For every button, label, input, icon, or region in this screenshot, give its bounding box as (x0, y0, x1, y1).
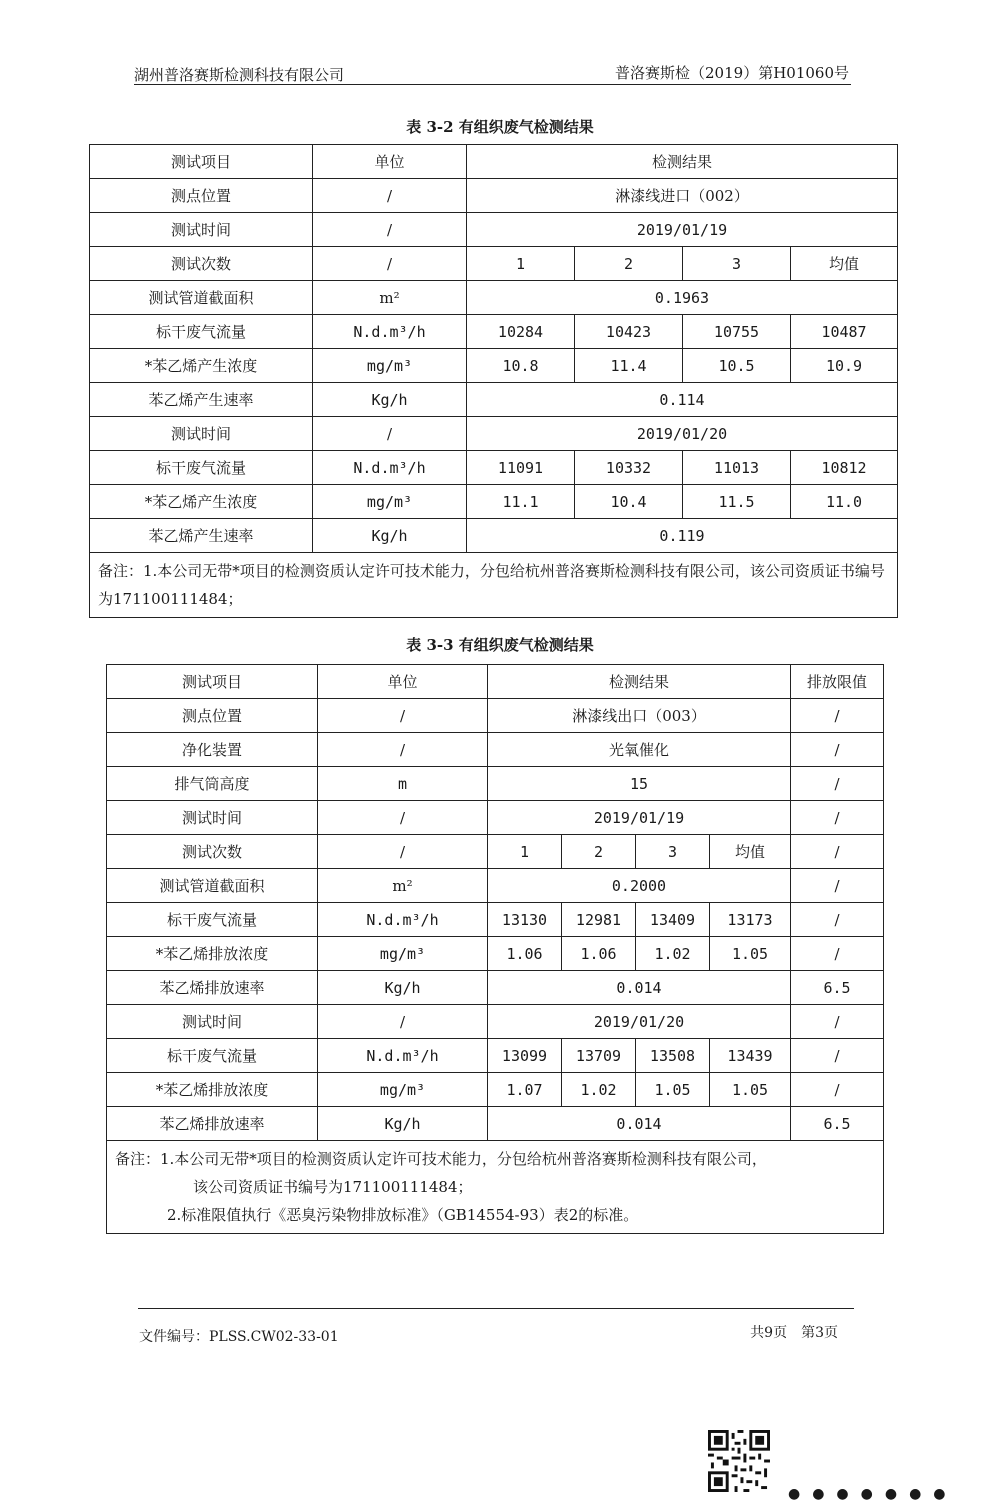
table-remark (107, 1141, 884, 1234)
unit-cell: N.d.m³/h (313, 315, 467, 349)
header-company: 湖州普洛赛斯检测科技有限公司 (134, 66, 345, 84)
unit-cell: mg/m³ (318, 937, 488, 971)
limit-cell: / (791, 937, 884, 971)
row-label: 测点位置 (90, 179, 313, 213)
footer-divider (138, 1308, 854, 1309)
unit-cell: / (313, 247, 467, 281)
table-row (107, 665, 884, 699)
value-cell: 淋漆线出口（003） (488, 699, 791, 733)
value-cell: 13439 (710, 1039, 791, 1073)
table-row (107, 801, 884, 835)
unit-cell: / (313, 417, 467, 451)
table-row (107, 903, 884, 937)
header-divider (134, 84, 851, 85)
unit-cell: / (318, 1005, 488, 1039)
limit-cell: / (791, 903, 884, 937)
row-label: 标干废气流量 (90, 451, 313, 485)
row-label: 排气筒高度 (107, 767, 318, 801)
col-header-result: 检测结果 (467, 145, 898, 179)
unit-cell: m² (318, 869, 488, 903)
row-label: 净化装置 (107, 733, 318, 767)
value-cell: 10332 (575, 451, 683, 485)
unit-cell: mg/m³ (318, 1073, 488, 1107)
table-row (90, 417, 898, 451)
row-label: *苯乙烯排放浓度 (107, 937, 318, 971)
table-3-2-caption: 表 3-2 有组织废气检测结果 (406, 118, 594, 136)
value-cell: 10.8 (467, 349, 575, 383)
value-cell: 13130 (488, 903, 562, 937)
value-cell: 均值 (710, 835, 791, 869)
qr-code-icon (708, 1430, 770, 1492)
unit-cell: N.d.m³/h (313, 451, 467, 485)
row-label: 苯乙烯产生速率 (90, 519, 313, 553)
value-cell: 1.06 (562, 937, 636, 971)
value-cell: 1.06 (488, 937, 562, 971)
value-cell: 10.4 (575, 485, 683, 519)
row-label: 测点位置 (107, 699, 318, 733)
table-row (107, 699, 884, 733)
limit-cell: / (791, 733, 884, 767)
limit-cell: / (791, 1039, 884, 1073)
value-cell: 13409 (636, 903, 710, 937)
value-cell: 10284 (467, 315, 575, 349)
footer-file-number: 文件编号：PLSS.CW02-33-01 (139, 1329, 339, 1345)
value-cell: 11.1 (467, 485, 575, 519)
unit-cell: mg/m³ (313, 485, 467, 519)
table-row (107, 1107, 884, 1141)
value-cell: 1.05 (710, 1073, 791, 1107)
row-label: 标干废气流量 (107, 1039, 318, 1073)
value-cell: 0.119 (467, 519, 898, 553)
col-header-item: 测试项目 (90, 145, 313, 179)
unit-cell: / (318, 699, 488, 733)
value-cell: 1.02 (562, 1073, 636, 1107)
value-cell: 11.4 (575, 349, 683, 383)
limit-cell: / (791, 869, 884, 903)
value-cell: 1 (488, 835, 562, 869)
value-cell: 10487 (791, 315, 898, 349)
unit-cell: / (318, 835, 488, 869)
value-cell: 10423 (575, 315, 683, 349)
value-cell: 2019/01/19 (488, 801, 791, 835)
limit-cell: 6.5 (791, 1107, 884, 1141)
unit-cell: Kg/h (313, 383, 467, 417)
col-header-unit: 单位 (318, 665, 488, 699)
row-label: 测试时间 (90, 417, 313, 451)
table-remark: 备注：1.本公司无带*项目的检测资质认定许可技术能力，分包给杭州普洛赛斯检测科技有限公司，该公司资质证书编号为171100111484； (90, 553, 898, 618)
unit-cell: m² (313, 281, 467, 315)
unit-cell: Kg/h (318, 1107, 488, 1141)
limit-cell: 6.5 (791, 971, 884, 1005)
value-cell: 2 (562, 835, 636, 869)
unit-cell: / (318, 733, 488, 767)
value-cell: 3 (636, 835, 710, 869)
value-cell: 0.114 (467, 383, 898, 417)
value-cell: 10812 (791, 451, 898, 485)
table-3-3 (106, 664, 884, 1234)
value-cell: 0.014 (488, 971, 791, 1005)
col-header-item: 测试项目 (107, 665, 318, 699)
value-cell: 10.5 (683, 349, 791, 383)
limit-cell: / (791, 1073, 884, 1107)
table-row (90, 349, 898, 383)
row-label: 测试管道截面积 (90, 281, 313, 315)
table-row (107, 767, 884, 801)
table-row (90, 179, 898, 213)
row-label: 标干废气流量 (90, 315, 313, 349)
value-cell: 均值 (791, 247, 898, 281)
row-label: 标干废气流量 (107, 903, 318, 937)
col-header-limit: 排放限值 (791, 665, 884, 699)
row-label: *苯乙烯产生浓度 (90, 485, 313, 519)
unit-cell: Kg/h (313, 519, 467, 553)
row-label: 测试时间 (90, 213, 313, 247)
value-cell: 1 (467, 247, 575, 281)
row-label: 测试时间 (107, 1005, 318, 1039)
remark-line-1: 备注：1.本公司无带*项目的检测资质认定许可技术能力，分包给杭州普洛赛斯检测科技有限公司， (115, 1150, 767, 1168)
value-cell: 1.07 (488, 1073, 562, 1107)
value-cell: 光氧催化 (488, 733, 791, 767)
table-row (107, 1039, 884, 1073)
value-cell: 1.05 (710, 937, 791, 971)
table-row (107, 971, 884, 1005)
table-row (107, 835, 884, 869)
unit-cell: m (318, 767, 488, 801)
value-cell: 0.014 (488, 1107, 791, 1141)
table-3-3-caption: 表 3-3 有组织废气检测结果 (406, 636, 594, 654)
value-cell: 11013 (683, 451, 791, 485)
col-header-result: 检测结果 (488, 665, 791, 699)
table-row (107, 1005, 884, 1039)
value-cell: 2019/01/20 (467, 417, 898, 451)
limit-cell: / (791, 835, 884, 869)
value-cell: 13508 (636, 1039, 710, 1073)
row-label: 测试次数 (90, 247, 313, 281)
table-row (90, 451, 898, 485)
table-row (90, 383, 898, 417)
limit-cell: / (791, 767, 884, 801)
value-cell: 淋漆线进口（002） (467, 179, 898, 213)
table-row (90, 485, 898, 519)
unit-cell: mg/m³ (313, 349, 467, 383)
value-cell: 11.5 (683, 485, 791, 519)
unit-cell: / (318, 801, 488, 835)
limit-cell: / (791, 1005, 884, 1039)
table-row (90, 213, 898, 247)
table-remark-row (107, 1141, 884, 1234)
unit-cell: Kg/h (318, 971, 488, 1005)
row-label: 测试次数 (107, 835, 318, 869)
row-label: 苯乙烯排放速率 (107, 971, 318, 1005)
header-report-number: 普洛赛斯检（2019）第H01060号 (615, 64, 849, 82)
remark-line-1b: 该公司资质证书编号为171100111484； (193, 1178, 473, 1196)
value-cell: 12981 (562, 903, 636, 937)
row-label: 苯乙烯排放速率 (107, 1107, 318, 1141)
table-remark-row (90, 553, 898, 618)
table-row (90, 519, 898, 553)
value-cell: 0.1963 (467, 281, 898, 315)
value-cell: 2019/01/20 (488, 1005, 791, 1039)
remark-line-2: 2.标准限值执行《恶臭污染物排放标准》（GB14554-93）表2的标准。 (167, 1206, 639, 1224)
value-cell: 2019/01/19 (467, 213, 898, 247)
footer-page-count: 共9页 第3页 (750, 1325, 838, 1341)
value-cell: 0.2000 (488, 869, 791, 903)
value-cell: 13173 (710, 903, 791, 937)
limit-cell: / (791, 801, 884, 835)
unit-cell: / (313, 179, 467, 213)
value-cell: 11.0 (791, 485, 898, 519)
row-label: *苯乙烯排放浓度 (107, 1073, 318, 1107)
value-cell: 10.9 (791, 349, 898, 383)
unit-cell: N.d.m³/h (318, 1039, 488, 1073)
table-row (107, 733, 884, 767)
table-row (107, 869, 884, 903)
table-row (90, 281, 898, 315)
value-cell: 13709 (562, 1039, 636, 1073)
limit-cell: / (791, 699, 884, 733)
decorative-dots: ●●●●●●● (788, 1486, 958, 1502)
row-label: *苯乙烯产生浓度 (90, 349, 313, 383)
value-cell: 13099 (488, 1039, 562, 1073)
table-row (107, 1073, 884, 1107)
unit-cell: N.d.m³/h (318, 903, 488, 937)
col-header-unit: 单位 (313, 145, 467, 179)
table-row (90, 145, 898, 179)
value-cell: 15 (488, 767, 791, 801)
value-cell: 1.02 (636, 937, 710, 971)
row-label: 测试时间 (107, 801, 318, 835)
table-row (107, 937, 884, 971)
value-cell: 11091 (467, 451, 575, 485)
value-cell: 1.05 (636, 1073, 710, 1107)
table-row (90, 247, 898, 281)
table-row (90, 315, 898, 349)
value-cell: 10755 (683, 315, 791, 349)
row-label: 苯乙烯产生速率 (90, 383, 313, 417)
unit-cell: / (313, 213, 467, 247)
table-3-2 (89, 144, 898, 618)
value-cell: 2 (575, 247, 683, 281)
row-label: 测试管道截面积 (107, 869, 318, 903)
value-cell: 3 (683, 247, 791, 281)
